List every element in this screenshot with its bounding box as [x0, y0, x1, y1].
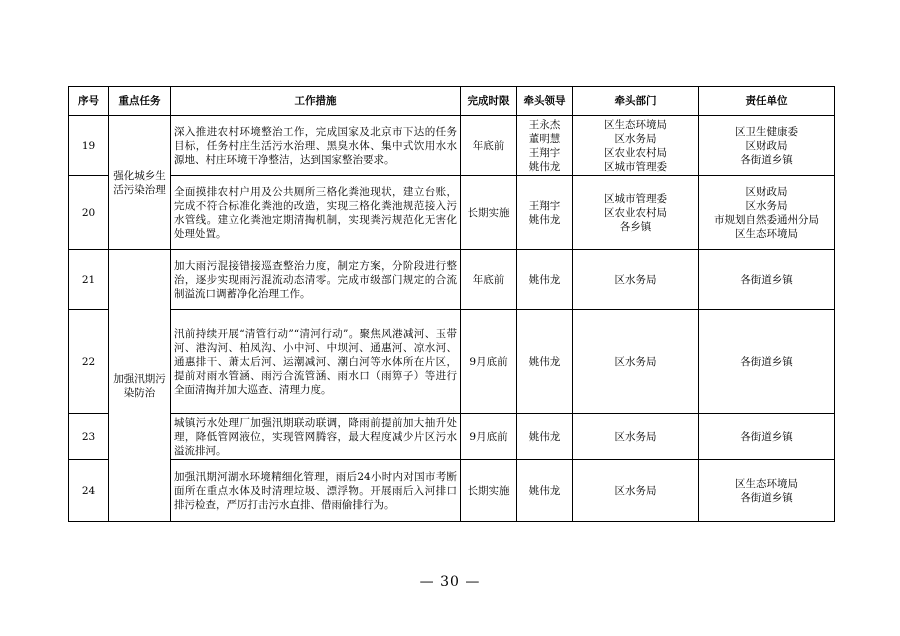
leader-name: 王翔宇 [528, 199, 561, 212]
table-row [69, 250, 835, 310]
row-number: 23 [69, 414, 109, 460]
lead-departments [573, 414, 699, 460]
lead-leaders [517, 460, 573, 522]
unit-name: 各街道乡镇 [740, 491, 793, 504]
unit-name: 区卫生健康委 [735, 125, 798, 138]
header-no: 序号 [69, 87, 109, 116]
header-leader: 牵头领导 [517, 87, 573, 116]
leader-name: 董明慧 [528, 132, 561, 145]
leader-name: 王翔宇 [528, 146, 561, 159]
deadline: 年底前 [461, 250, 517, 310]
leader-name: 姚伟龙 [528, 273, 561, 286]
unit-name: 各街道乡镇 [740, 355, 793, 368]
row-number: 24 [69, 460, 109, 522]
unit-name: 各街道乡镇 [740, 430, 793, 443]
unit-name: 市规划自然委通州分局 [714, 213, 819, 226]
lead-leaders [517, 250, 573, 310]
lead-departments [573, 460, 699, 522]
work-measure: 加强汛期河湖水环境精细化管理，雨后24小时内对国市考断面所在重点水体及时清理垃圾、漂浮物。开展雨后入河排口排污检查，严厉打击污水直排、借雨偷排行为。 [171, 460, 461, 522]
responsible-units [699, 310, 835, 414]
work-measure: 加大雨污混接错接巡查整治力度，制定方案，分阶段进行整治，逐步实现雨污混流动态清零。完成市级部门规定的合流制溢流口调蓄净化治理工作。 [171, 250, 461, 310]
unit-name: 区财政局 [745, 185, 788, 198]
table-row [69, 460, 835, 522]
leader-name: 姚伟龙 [528, 160, 561, 173]
department-name: 区农业农村局 [604, 146, 667, 159]
lead-departments [573, 310, 699, 414]
department-name: 区水务局 [614, 430, 657, 443]
work-measure: 汛前持续开展“清管行动”“清河行动”。聚焦风港减河、玉带河、港沟河、柏凤沟、小中河、中坝河、通惠河、凉水河、通惠排干、萧太后河、运潮减河、潮白河等水体所在片区，提前对雨水管涵、雨污合流管涵、雨水口（雨箅子）等进行全面清掏并加大巡查、清理力度。 [171, 310, 461, 414]
lead-departments [573, 176, 699, 250]
unit-name: 区财政局 [745, 139, 788, 152]
department-name: 区水务局 [614, 484, 657, 497]
unit-name: 各街道乡镇 [740, 273, 793, 286]
work-measure: 深入推进农村环境整治工作，完成国家及北京市下达的任务目标，任务村庄生活污水治理、黑臭水体、集中式饮用水水源地、村庄环境干净整洁，达到国家整治要求。 [171, 116, 461, 176]
row-number: 20 [69, 176, 109, 250]
work-measure: 城镇污水处理厂加强汛期联动联调，降雨前提前加大抽升处理，降低管网液位，实现管网腾容，最大程度减少片区污水溢流排河。 [171, 414, 461, 460]
header-task: 重点任务 [109, 87, 171, 116]
leader-name: 姚伟龙 [528, 430, 561, 443]
responsible-units [699, 250, 835, 310]
department-name: 区生态环境局 [604, 118, 667, 131]
lead-leaders [517, 414, 573, 460]
lead-leaders [517, 176, 573, 250]
department-name: 各乡镇 [619, 220, 652, 233]
deadline: 9月底前 [461, 414, 517, 460]
page-number: — 30 — [419, 574, 481, 590]
table-header-row [69, 87, 835, 116]
header-lead-dept: 牵头部门 [573, 87, 699, 116]
lead-departments [573, 116, 699, 176]
work-measure: 全面摸排农村户用及公共厕所三格化粪池现状，建立台账，完成不符合标准化粪池的改造，实现三格化粪池规范接入污水管线。建立化粪池定期清掏机制，实现粪污规范化无害化处理处置。 [171, 176, 461, 250]
department-name: 区农业农村局 [604, 206, 667, 219]
department-name: 区城市管理委 [604, 192, 667, 205]
unit-name: 区生态环境局 [735, 227, 798, 240]
table-row [69, 176, 835, 250]
key-task: 强化城乡生活污染治理 [109, 116, 171, 250]
responsible-units [699, 460, 835, 522]
leader-name: 王永杰 [528, 118, 561, 131]
header-responsible: 责任单位 [699, 87, 835, 116]
header-measure: 工作措施 [171, 87, 461, 116]
table-row [69, 310, 835, 414]
leader-name: 姚伟龙 [528, 213, 561, 226]
unit-name: 各街道乡镇 [740, 153, 793, 166]
lead-departments [573, 250, 699, 310]
leader-name: 姚伟龙 [528, 484, 561, 497]
key-task: 加强汛期污染防治 [109, 250, 171, 522]
responsible-units [699, 116, 835, 176]
lead-leaders [517, 116, 573, 176]
row-number: 22 [69, 310, 109, 414]
deadline: 9月底前 [461, 310, 517, 414]
leader-name: 姚伟龙 [528, 355, 561, 368]
responsible-units [699, 414, 835, 460]
lead-leaders [517, 310, 573, 414]
row-number: 21 [69, 250, 109, 310]
unit-name: 区水务局 [745, 199, 788, 212]
deadline: 长期实施 [461, 460, 517, 522]
measures-table [68, 86, 835, 522]
responsible-units [699, 176, 835, 250]
department-name: 区水务局 [614, 355, 657, 368]
department-name: 区城市管理委 [604, 160, 667, 173]
header-deadline: 完成时限 [461, 87, 517, 116]
department-name: 区水务局 [614, 132, 657, 145]
row-number: 19 [69, 116, 109, 176]
table-row [69, 414, 835, 460]
department-name: 区水务局 [614, 273, 657, 286]
unit-name: 区生态环境局 [735, 477, 798, 490]
deadline: 长期实施 [461, 176, 517, 250]
deadline: 年底前 [461, 116, 517, 176]
table-row [69, 116, 835, 176]
